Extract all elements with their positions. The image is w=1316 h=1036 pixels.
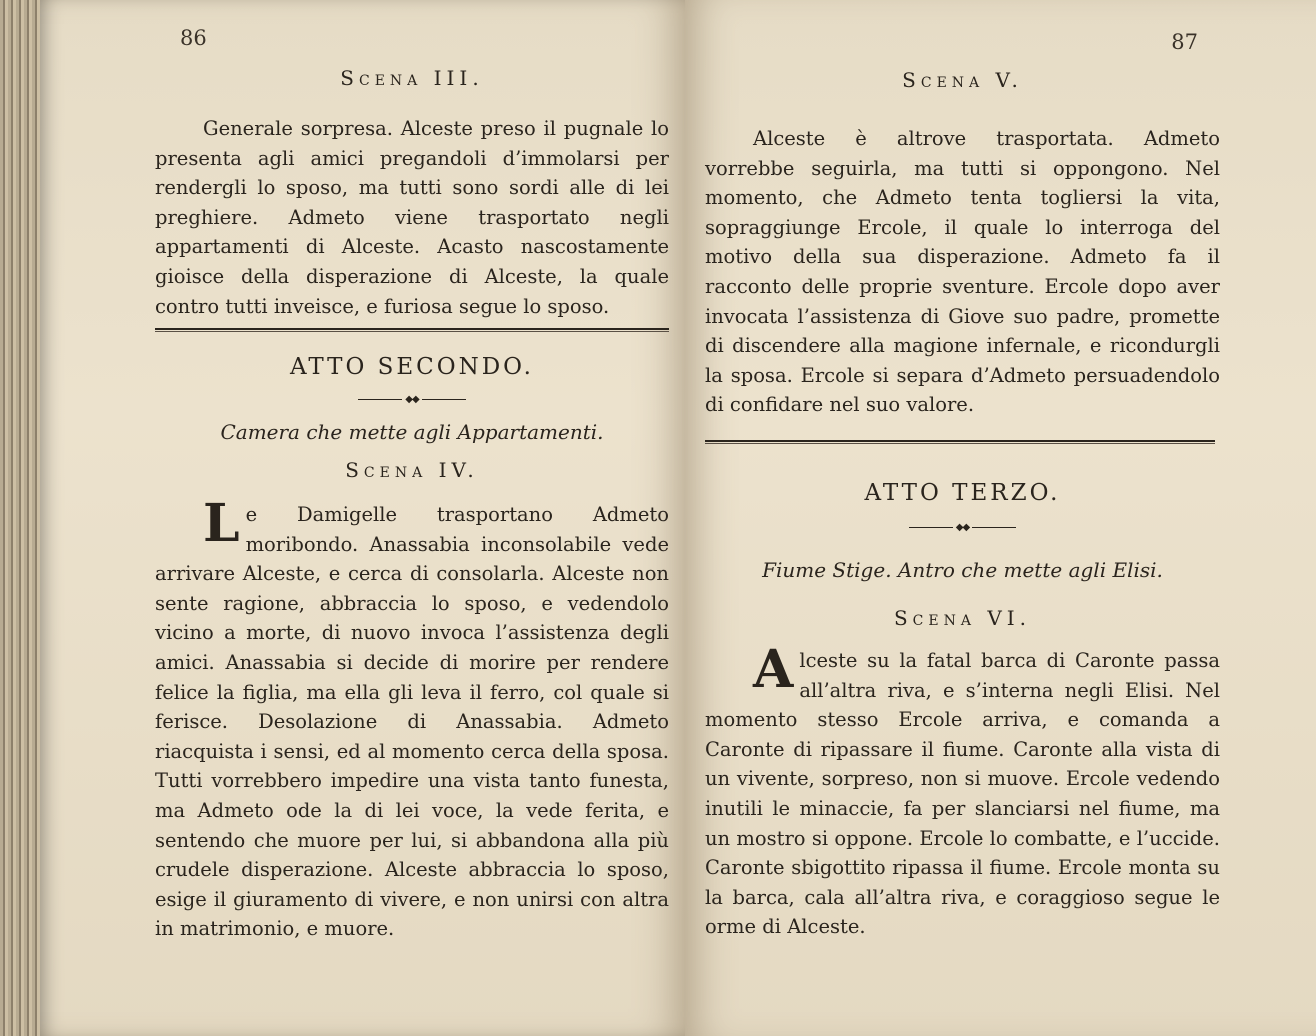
scene-text: Le Damigelle trasportano Admeto moribondo. Anassabia inconsolabile vede arrivare Alceste, e cerca di consolarla. Alceste non sente ragione, abbraccia lo sposo, e vedendolo vicino a morte, di nuovo invoca l’assistenza degli amici. Anassabia si decide di morire per rendere felice la figlia, ma ella gli leva il ferro, col quale si ferisce. Desolazione di Anassabia. Admeto riacquista i sensi, ed al momento cerca della sposa. Tutti vorrebbero impedire una vista tanto funesta, ma Admeto ode la di lei voce, la vede ferita, e sentendo che muore per lui, si abbandona alla più crudele disperazione. Alceste abbraccia lo sposo, esige il giuramento di vivere, e non unirsi con altra in matrimonio, e muore.	[155, 493, 669, 941]
act-heading: ATTO TERZO.	[864, 480, 1061, 506]
drop-cap: L	[203, 493, 240, 554]
ornament: ◆◆	[705, 520, 1220, 535]
ornament: ◆◆	[155, 392, 669, 407]
divider-rule	[155, 328, 669, 332]
scene-heading: Scena III.	[340, 66, 484, 90]
divider-rule	[705, 440, 1215, 444]
scene-text: Alceste su la fatal barca di Caronte passa all’altra riva, e s’interna negli Elisi. Nel momento stesso Ercole arriva, e comanda a Caronte di ripassare il fiume. Caronte alla vista di un vivente, sorpreso, non si muove. Ercole vedendo inutili le minaccie, fa per slanciarsi nel fiume, ma un mostro si oppone. Ercole lo combatte, e l’uccide. Caronte sbigottito ripassa il fiume. Ercole monta su la barca, cala all’altra riva, e coraggioso segue le orme di Alceste.	[705, 639, 1220, 939]
scene-heading: Scena VI.	[893, 606, 1032, 630]
scene-heading: Scena IV.	[345, 458, 479, 482]
left-page	[40, 0, 685, 1036]
page-number: 87	[1171, 30, 1198, 54]
act-heading: ATTO SECONDO.	[289, 354, 534, 380]
scene-setting: Fiume Stige. Antro che mette agli Elisi.	[762, 558, 1163, 582]
scene-text: Alceste è altrove trasportata. Admeto vorrebbe seguirla, ma tutti si oppongono. Nel momento, che Admeto tenta togliersi la vita, sopraggiunge Ercole, il quale lo interroga del motivo della sua disperazione. Admeto fa il racconto delle proprie sventure. Ercole dopo aver invocata l’assistenza di Giove suo padre, promette di discendere alla magione infernale, e ricondurgli la sposa. Ercole si separa d’Admeto persuadendolo di confidare nel suo valore.	[705, 127, 1220, 417]
drop-cap: A	[753, 639, 794, 700]
page-number: 86	[180, 26, 207, 50]
scene-text: Generale sorpresa. Alceste preso il pugnale lo presenta agli amici pregandoli d’immolarsi per rendergli lo sposo, ma tutti sono sordi alle di lei preghiere. Admeto viene trasportato negli appartamenti di Alceste. Acasto nascostamente gioisce della disperazione di Alceste, la quale contro tutti inveisce, e furiosa segue lo sposo.	[155, 117, 669, 318]
scene-setting: Camera che mette agli Appartamenti.	[220, 420, 604, 444]
right-page	[685, 0, 1316, 1036]
scene-heading: Scena V.	[902, 68, 1023, 92]
